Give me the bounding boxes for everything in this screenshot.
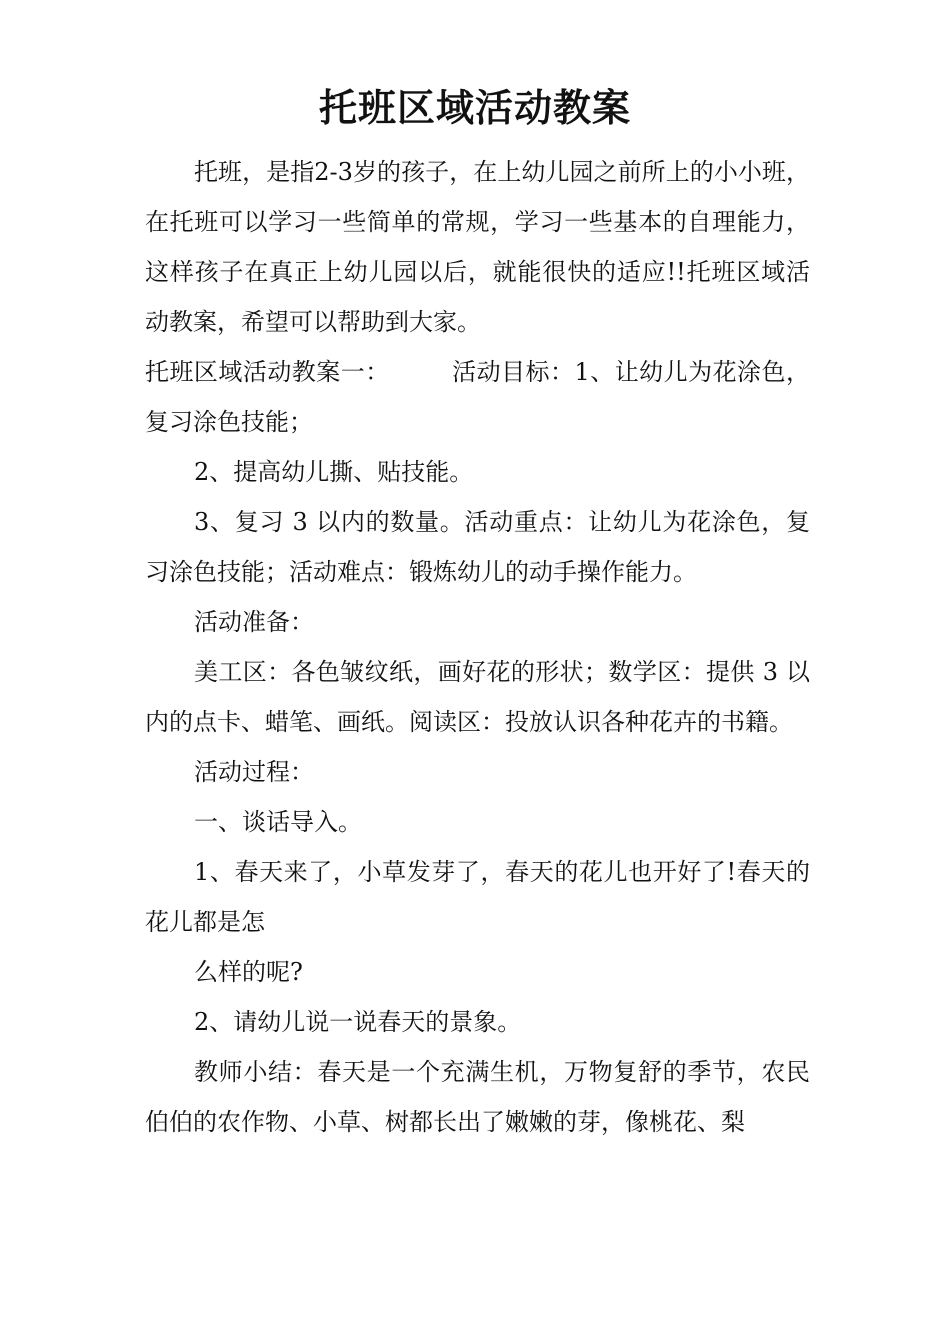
- activity-goals: 活动目标：1、让幼儿为花涂色，复习涂色技能；: [145, 358, 810, 436]
- document-body: [145, 147, 810, 1147]
- paragraph-goal-3: 3、复习 3 以内的数量。活动重点：让幼儿为花涂色，复习涂色技能；活动难点：锻炼幼儿的动手操作能力。: [145, 508, 810, 586]
- paragraph-teacher-summary: 教师小结：春天是一个充满生机，万物复舒的季节，农民伯伯的农作物、小草、树都长出了嫩嫩的芽，像桃花、梨: [145, 1058, 810, 1136]
- paragraph-goal-2: 2、提高幼儿撕、贴技能。: [194, 458, 474, 486]
- paragraph-preparation-heading: 活动准备：: [194, 608, 314, 636]
- paragraph-step-one: 一、谈话导入。: [194, 808, 362, 836]
- paragraph-question-2: 2、请幼儿说一说春天的景象。: [194, 1008, 522, 1036]
- paragraph-question-1: 1、春天来了，小草发芽了，春天的花儿也开好了!春天的花儿都是怎: [145, 858, 810, 936]
- paragraph-intro: 托班，是指2-3岁的孩子，在上幼儿园之前所上的小小班，在托班可以学习一些简单的常规，学习一些基本的自理能力，这样孩子在真正上幼儿园以后，就能很快的适应!!托班区域活动教案，希望可以帮助到大家。: [145, 158, 810, 336]
- paragraph-question-1-cont: 么样的呢?: [194, 958, 303, 986]
- document-title: 托班区域活动教案: [318, 85, 631, 130]
- paragraph-process-heading: 活动过程：: [194, 758, 314, 786]
- plan-one-heading: 托班区域活动教案一：: [145, 358, 390, 386]
- paragraph-preparation: 美工区：各色皱纹纸，画好花的形状；数学区：提供 3 以内的点卡、蜡笔、画纸。阅读区：投放认识各种花卉的书籍。: [145, 658, 810, 736]
- paragraph-plan-one: [145, 347, 810, 447]
